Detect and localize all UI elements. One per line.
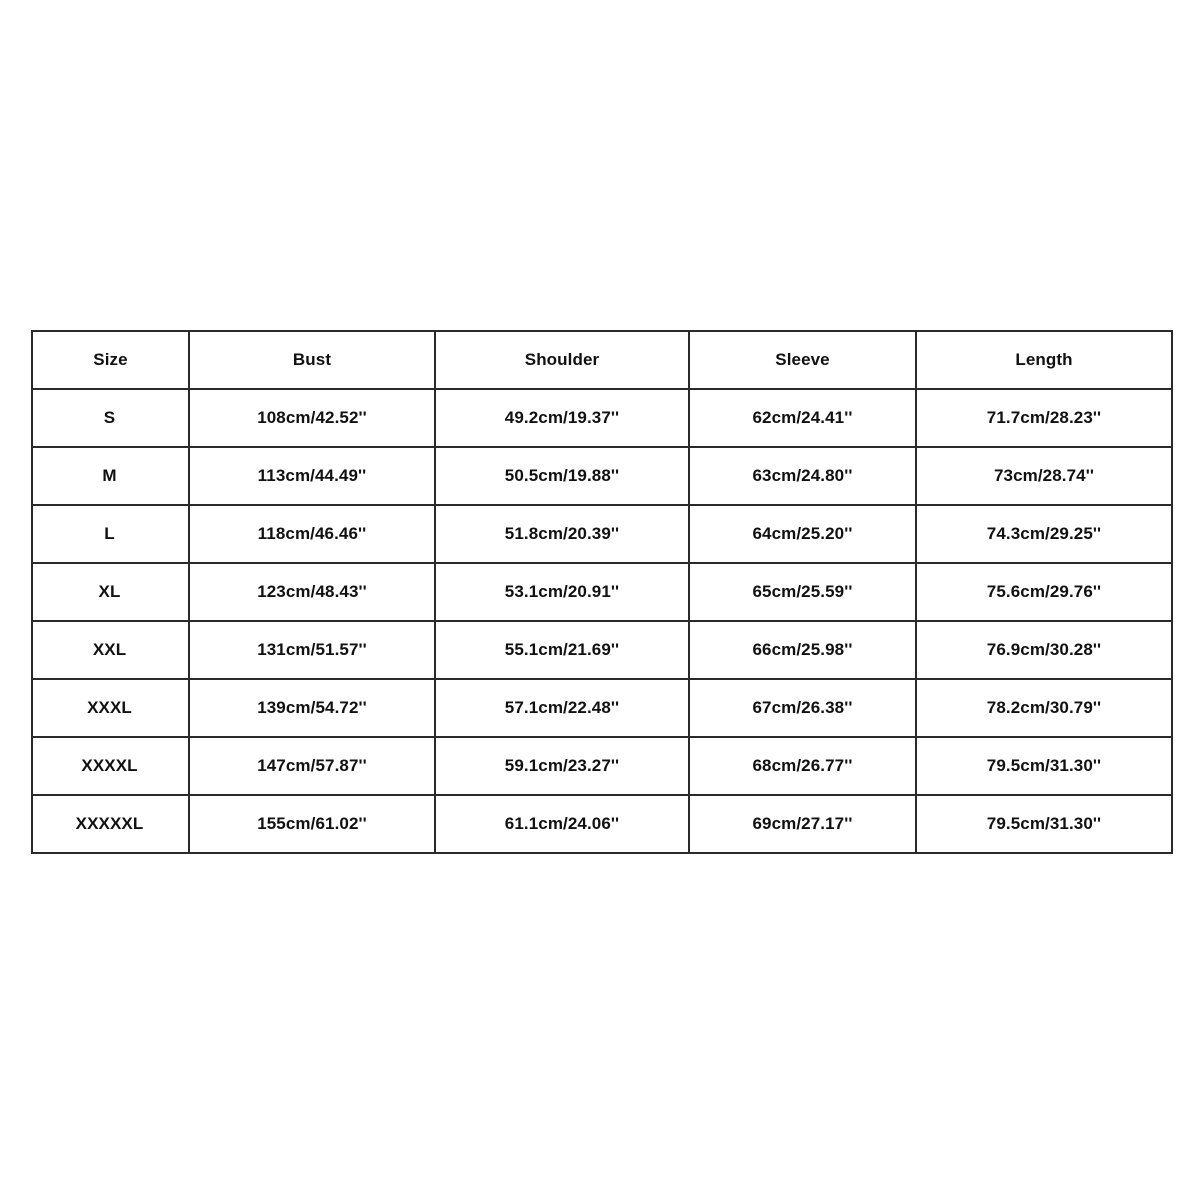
header-row [32, 331, 1172, 389]
table-row [32, 737, 1172, 795]
size-cell: XXL [32, 621, 189, 679]
shoulder-cell: 50.5cm/19.88'' [435, 447, 689, 505]
sleeve-cell: 65cm/25.59'' [689, 563, 916, 621]
size-cell: XXXXXL [32, 795, 189, 853]
table-row [32, 563, 1172, 621]
table-row [32, 621, 1172, 679]
size-chart-table [31, 330, 1173, 854]
size-cell: XXXL [32, 679, 189, 737]
bust-cell: 118cm/46.46'' [189, 505, 435, 563]
shoulder-cell: 55.1cm/21.69'' [435, 621, 689, 679]
length-cell: 79.5cm/31.30'' [916, 737, 1172, 795]
shoulder-cell: 57.1cm/22.48'' [435, 679, 689, 737]
header-size: Size [32, 331, 189, 389]
shoulder-cell: 49.2cm/19.37'' [435, 389, 689, 447]
bust-cell: 147cm/57.87'' [189, 737, 435, 795]
sleeve-cell: 66cm/25.98'' [689, 621, 916, 679]
shoulder-cell: 53.1cm/20.91'' [435, 563, 689, 621]
shoulder-cell: 51.8cm/20.39'' [435, 505, 689, 563]
bust-cell: 123cm/48.43'' [189, 563, 435, 621]
header-shoulder: Shoulder [435, 331, 689, 389]
shoulder-cell: 61.1cm/24.06'' [435, 795, 689, 853]
table-row [32, 447, 1172, 505]
sleeve-cell: 68cm/26.77'' [689, 737, 916, 795]
sleeve-cell: 67cm/26.38'' [689, 679, 916, 737]
sleeve-cell: 69cm/27.17'' [689, 795, 916, 853]
length-cell: 75.6cm/29.76'' [916, 563, 1172, 621]
table-row [32, 795, 1172, 853]
shoulder-cell: 59.1cm/23.27'' [435, 737, 689, 795]
size-cell: XXXXL [32, 737, 189, 795]
table-row [32, 679, 1172, 737]
length-cell: 74.3cm/29.25'' [916, 505, 1172, 563]
length-cell: 78.2cm/30.79'' [916, 679, 1172, 737]
sleeve-cell: 62cm/24.41'' [689, 389, 916, 447]
bust-cell: 108cm/42.52'' [189, 389, 435, 447]
header-sleeve: Sleeve [689, 331, 916, 389]
sleeve-cell: 63cm/24.80'' [689, 447, 916, 505]
sleeve-cell: 64cm/25.20'' [689, 505, 916, 563]
bust-cell: 131cm/51.57'' [189, 621, 435, 679]
size-cell: XL [32, 563, 189, 621]
header-bust: Bust [189, 331, 435, 389]
length-cell: 73cm/28.74'' [916, 447, 1172, 505]
table-row [32, 389, 1172, 447]
size-cell: M [32, 447, 189, 505]
length-cell: 79.5cm/31.30'' [916, 795, 1172, 853]
length-cell: 71.7cm/28.23'' [916, 389, 1172, 447]
bust-cell: 113cm/44.49'' [189, 447, 435, 505]
table-row [32, 505, 1172, 563]
bust-cell: 155cm/61.02'' [189, 795, 435, 853]
bust-cell: 139cm/54.72'' [189, 679, 435, 737]
header-length: Length [916, 331, 1172, 389]
size-cell: S [32, 389, 189, 447]
size-cell: L [32, 505, 189, 563]
length-cell: 76.9cm/30.28'' [916, 621, 1172, 679]
